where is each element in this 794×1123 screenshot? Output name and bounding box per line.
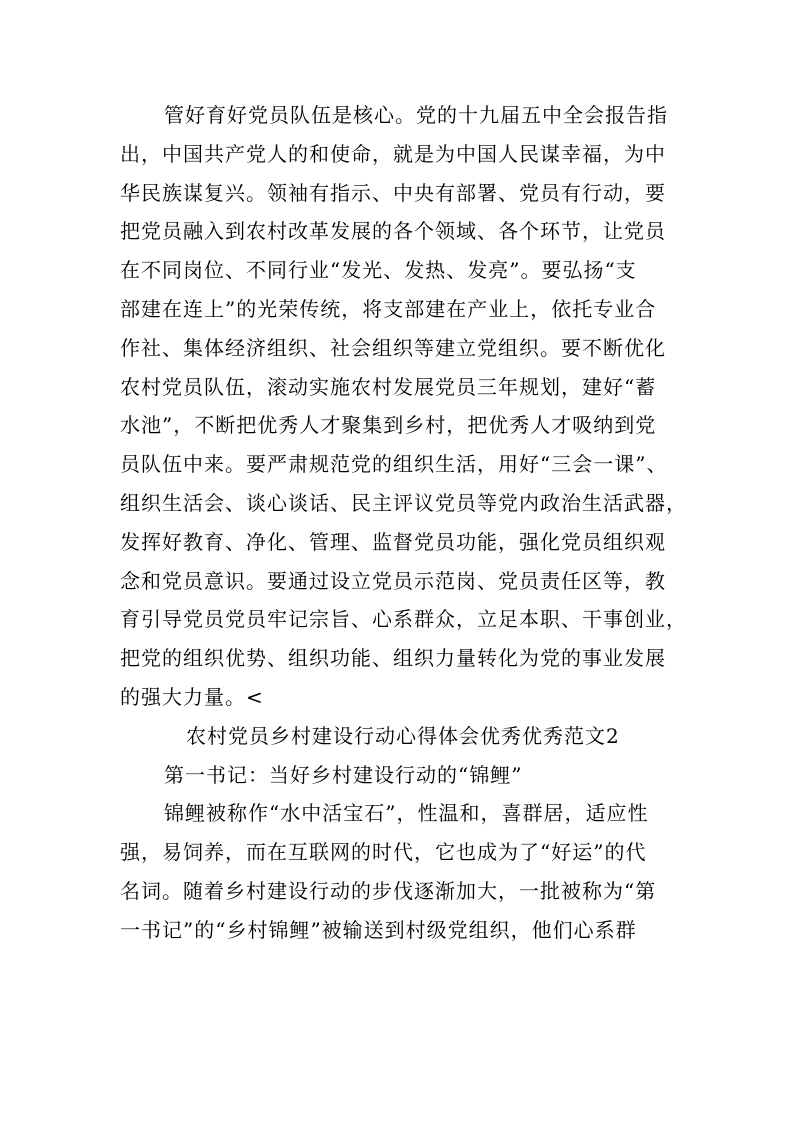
text-line: 华民族谋复兴。领袖有指示、中央有部署、党员有行动，要 xyxy=(120,180,666,205)
text-line: 名词。随着乡村建设行动的步伐逐渐加大，一批被称为“第 xyxy=(120,878,657,903)
text-line: 员队伍中来。要严肃规范党的组织生活，用好“三会一课”、 xyxy=(120,452,668,477)
paragraph-2 xyxy=(120,794,680,949)
text-line: 锦鲤被称作“水中活宝石”，性温和，喜群居，适应性 xyxy=(164,801,649,826)
text-line: 农村党员队伍，滚动实施农村发展党员三年规划，建好“蓄 xyxy=(120,374,657,399)
text-line: 在不同岗位、不同行业“发光、发热、发亮”。要弘扬“支 xyxy=(120,258,637,283)
text-line: 组织生活会、谈心谈话、民主评议党员等党内政治生活武器， xyxy=(120,490,687,515)
text-line: 的强大力量。< xyxy=(120,684,264,709)
section-title: 农村党员乡村建设行动心得体会优秀优秀范文2 xyxy=(186,723,620,748)
text-line: 出，中国共产党人的和使命，就是为中国人民谋幸福，为中 xyxy=(120,141,666,166)
text-line: 作社、集体经济组织、社会组织等建立党组织。要不断优化 xyxy=(120,335,666,360)
text-line: 育引导党员党员牢记宗旨、心系群众，立足本职、干事创业， xyxy=(120,607,687,632)
text-line: 部建在连上”的光荣传统，将支部建在产业上，依托专业合 xyxy=(120,296,657,321)
text-line: 发挥好教育、净化、管理、监督党员功能，强化党员组织观 xyxy=(120,529,666,554)
text-line: 把党的组织优势、组织功能、组织力量转化为党的事业发展 xyxy=(120,646,666,671)
subtitle: 第一书记：当好乡村建设行动的“锦鲤” xyxy=(164,762,523,787)
text-line: 把党员融入到农村改革发展的各个领域、各个环节，让党员 xyxy=(120,219,666,244)
text-line: 水池”，不断把优秀人才聚集到乡村，把优秀人才吸纳到党 xyxy=(120,413,657,438)
text-line: 念和党员意识。要通过设立党员示范岗、党员责任区等，教 xyxy=(120,568,666,593)
paragraph-1 xyxy=(120,96,687,717)
text-line: 强，易饲养，而在互联网的时代，它也成为了“好运”的代 xyxy=(120,840,647,865)
text-line: 管好育好党员队伍是核心。党的十九届五中全会报告指 xyxy=(164,103,668,127)
text-line: 一书记”的“乡村锦鲤”被输送到村级党组织，他们心系群 xyxy=(120,917,637,942)
document-body xyxy=(120,96,687,950)
